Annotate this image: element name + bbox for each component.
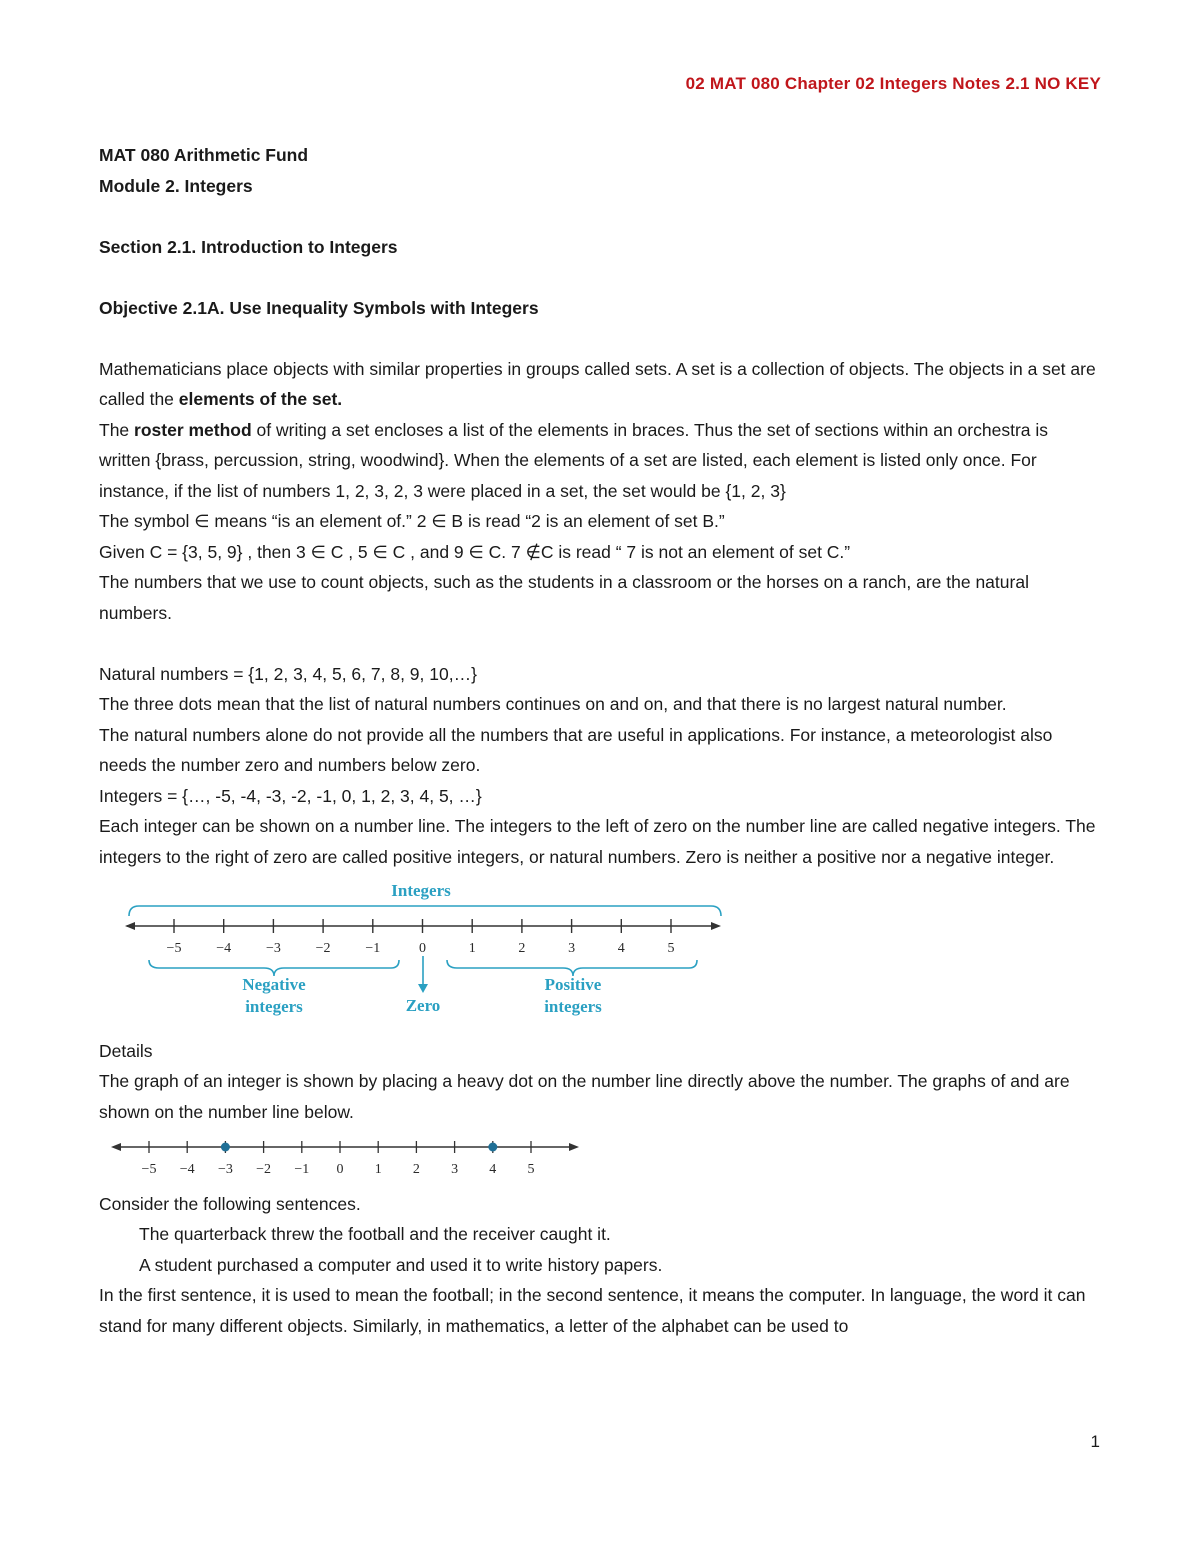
fig2-tick-label: 3 [451,1162,459,1177]
fig1-tick-label: 4 [617,941,625,956]
paragraph-consider-sentences: Consider the following sentences. [99,1193,361,1214]
graph-dot [488,1143,497,1152]
course-title: MAT 080 Arithmetic Fund [99,145,309,165]
fig2-tick-label: 0 [336,1162,344,1177]
example-sentence-2: A student purchased a computer and used it to write history papers. [139,1254,663,1275]
paragraph-counting-numbers: The numbers that we use to count objects, such as the students in a classroom or the horses on a ranch, are the natural numbers. [99,572,1029,623]
positive-label-line1: Positive [544,975,602,994]
integers-number-line-figure [109,874,729,1022]
graph-dot [221,1143,230,1152]
term-roster-method: roster method [134,419,252,440]
negative-integers-brace [149,960,399,976]
zero-arrow-head [418,984,428,993]
document-body [99,140,1101,1341]
fig2-tick-label: −2 [256,1162,272,1177]
zero-label: Zero [405,996,441,1015]
graph-right-arrow-head [569,1143,579,1151]
fig2-tick-label: −5 [141,1162,157,1177]
fig2-tick-label: −3 [217,1162,233,1177]
paragraph-three-dots: The three dots mean that the list of natural numbers continues on and on, and that there is no largest natural number. [99,694,1007,714]
integers-definition: Integers = {…, -5, -4, -3, -2, -1, 0, 1, 2, 3, 4, 5, …} [99,785,482,806]
graph-left-arrow-head [111,1143,121,1151]
page-number: 1 [1090,1432,1100,1451]
paragraph-sets: Mathematicians place objects with similar properties in groups called sets. A set is a collection of objects. The objects in a set are called the elements of the set. [99,358,1096,409]
fig1-tick-label: −2 [315,941,331,956]
fig2-tick-label: 5 [527,1162,535,1177]
term-elements-of-set: elements of the set. [178,389,343,409]
section-title: Section 2.1. Introduction to Integers [99,236,398,257]
fig2-tick-label: −4 [179,1162,195,1177]
fig1-tick-label: 2 [518,941,526,956]
fig2-tick-label: 4 [489,1162,497,1177]
fig1-tick-label: 0 [419,941,426,956]
figure-integers-label: Integers [391,881,451,900]
fig2-tick-label: 2 [412,1162,420,1177]
document-header-title: 02 MAT 080 Chapter 02 Integers Notes 2.1 NO KEY [685,74,1101,93]
fig2-tick-label: 1 [374,1162,382,1177]
paragraph-set-c-example: Given C = {3, 5, 9} , then 3 ∈ C , 5 ∈ C , and 9 ∈ C. 7 ∉C is read “ 7 is not an element of set C.” [99,541,851,562]
paragraph-number-line: Each integer can be shown on a number line. The integers to the left of zero on the number line are called negative integers. The integers to the right of zero are called positive integers, or natural numbers. Zero is neither a positive nor a negative integer. [99,816,1096,867]
objective-title: Objective 2.1A. Use Inequality Symbols with Integers [99,297,539,318]
paragraph-zero-needed: The natural numbers alone do not provide all the numbers that are useful in applications. For instance, a meteorologist also needs the number zero and numbers below zero. [99,724,1053,775]
right-arrow-head [711,922,721,930]
fig2-tick-label: −1 [294,1162,310,1177]
fig1-tick-label: −1 [365,941,381,956]
details-heading: Details [99,1040,153,1061]
positive-integers-brace [447,960,697,976]
example-sentence-1: The quarterback threw the football and the receiver caught it. [139,1224,611,1244]
left-arrow-head [125,922,135,930]
fig1-tick-label: −4 [216,941,232,956]
paragraph-element-symbol: The symbol ∈ means “is an element of.” 2 ∈ B is read “2 is an element of set B.” [99,511,725,531]
natural-numbers-definition: Natural numbers = {1, 2, 3, 4, 5, 6, 7, 8, 9, 10,…} [99,663,477,684]
integers-brace [129,906,721,916]
paragraph-roster-method: The roster method of writing a set encloses a list of the elements in braces. Thus the set of sections within an orchestra is written {brass, percussion, string, woodwind}. When the elements of a set are listed, each element is listed only once. For instance, if the list of numbers 1, 2, 3, 2, 3 were placed in a set, the set would be {1, 2, 3} [99,419,1049,501]
negative-label-line2: integers [245,997,303,1016]
fig1-tick-label: −3 [265,941,281,956]
paragraph-graph-of-integer: The graph of an integer is shown by placing a heavy dot on the number line directly above the number. The graphs of and are shown on the number line below. [99,1071,1070,1122]
positive-label-line2: integers [544,997,602,1016]
module-title: Module 2. Integers [99,175,253,196]
graph-number-line-figure [109,1133,579,1179]
fig1-tick-label: 3 [568,941,576,956]
fig1-tick-label: −5 [166,941,182,956]
fig1-tick-label: 1 [468,941,476,956]
paragraph-variables-intro: In the first sentence, it is used to mean the football; in the second sentence, it means the computer. In language, the word it can stand for many different objects. Similarly, in mathematics, a letter of the alphabet can be used to [99,1285,1086,1336]
fig1-tick-label: 5 [667,941,675,956]
negative-label-line1: Negative [242,975,306,994]
